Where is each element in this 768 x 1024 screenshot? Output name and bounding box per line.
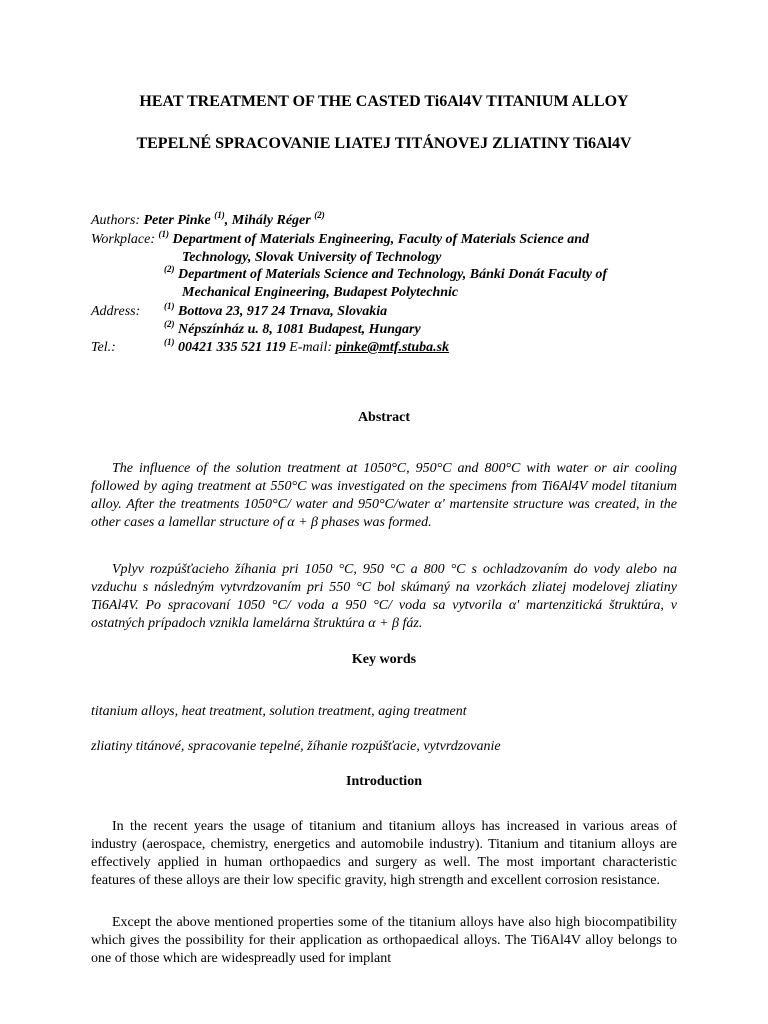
authors-label: Authors: (91, 213, 140, 228)
keywords-heading: Key words (351, 652, 417, 667)
title-english: HEAT TREATMENT OF THE CASTED Ti6Al4V TITANIUM ALLOY (139, 93, 629, 110)
workplace-line-1 (91, 231, 589, 249)
email-label: E-mail: (289, 340, 332, 355)
tel-number: 00421 335 521 119 (178, 340, 286, 355)
author-2: Mihály Réger (231, 213, 311, 228)
tel-sup: (1) (164, 337, 175, 347)
workplace-1-line-1: Department of Materials Engineering, Faculty of Materials Science and (172, 232, 590, 247)
title-slovak: TEPELNÉ SPRACOVANIE LIATEJ TITÁNOVEJ ZLIATINY Ti6Al4V (136, 135, 632, 152)
tel-line (164, 339, 449, 357)
abstract-english-text: The influence of the solution treatment at 1050°C, 950°C and 800°C with water or air cooling followed by aging treatment at 550°C was investigated on the specimens from Ti6Al4V model titanium alloy. After the treatments 1050°C/ water and 950°C/water α' martensite structure was created, in the other cases a lamellar structure of α + β phases was formed. (91, 461, 677, 530)
workplace-2-sup: (2) (164, 264, 175, 274)
introduction-paragraph-2-text: Except the above mentioned properties some of the titanium alloys have also high biocompatibility which gives the possibility for their application as orthopaedical alloys. The Ti6Al4V alloy belongs to one of those which are widespreadly used for implant (91, 915, 677, 966)
keywords-english: titanium alloys, heat treatment, solution treatment, aging treatment (91, 704, 467, 719)
workplace-label: Workplace: (91, 232, 156, 247)
workplace-2-line-2: Mechanical Engineering, Budapest Polytechnic (182, 285, 459, 300)
abstract-english (91, 460, 677, 532)
introduction-paragraph-1 (91, 818, 677, 890)
address-label: Address: (91, 304, 141, 319)
authors-line: Authors: Peter Pinke $^{(1)}$, Mihály Réger $^{(2)}$ (91, 210, 325, 228)
introduction-paragraph-2 (91, 914, 677, 968)
keywords-slovak: zliatiny titánové, spracovanie tepelné, žíhanie rozpúšťacie, vytvrdzovanie (91, 739, 501, 754)
address-2-sup: (2) (164, 319, 175, 329)
abstract-slovak-text: Vplyv rozpúšťacieho žíhania pri 1050 °C, 950 °C a 800 °C s ochladzovaním do vody alebo na vzduchu s následným vytvrdzovaním pri 550 °C bol skúmaný na vzorkách zliatej modelovej zliatiny Ti6Al4V. Po spracovaní 1050 °C/ voda a 950 °C/ voda sa vytvorila α' martenzitická štruktúra, v ostatných prípadoch vznikla lamelárna štruktúra α + β fáz. (91, 562, 677, 631)
abstract-slovak (91, 561, 677, 633)
address-1 (164, 303, 387, 321)
address-2-text: Népszínház u. 8, 1081 Budapest, Hungary (178, 322, 421, 337)
introduction-heading: Introduction (346, 774, 422, 789)
email-link[interactable]: pinke@mtf.stuba.sk (335, 340, 450, 355)
workplace-1-line-2: Technology, Slovak University of Technology (182, 250, 442, 265)
workplace-2-line-1: Department of Materials Science and Technology, Bánki Donát Faculty of (178, 267, 608, 282)
author-1: Peter Pinke (143, 213, 211, 228)
introduction-paragraph-1-text: In the recent years the usage of titanium and titanium alloys has increased in various areas of industry (aerospace, chemistry, energetics and automobile industry). Titanium and titanium alloys are effectively applied in human orthopaedics and surgery as well. The most important characteristic features of these alloys are their low specific gravity, high strength and excellent corrosion resistance. (91, 819, 677, 888)
address-1-sup: (1) (164, 301, 175, 311)
workplace-1-sup: (1) (158, 229, 170, 239)
author-1-sup: (1) (214, 210, 225, 220)
workplace-line-2 (164, 266, 607, 284)
abstract-heading: Abstract (357, 410, 411, 425)
tel-label: Tel.: (91, 340, 116, 355)
address-1-text: Bottova 23, 917 24 Trnava, Slovakia (178, 304, 388, 319)
author-2-sup: (2) (314, 210, 325, 220)
address-2 (164, 321, 421, 339)
